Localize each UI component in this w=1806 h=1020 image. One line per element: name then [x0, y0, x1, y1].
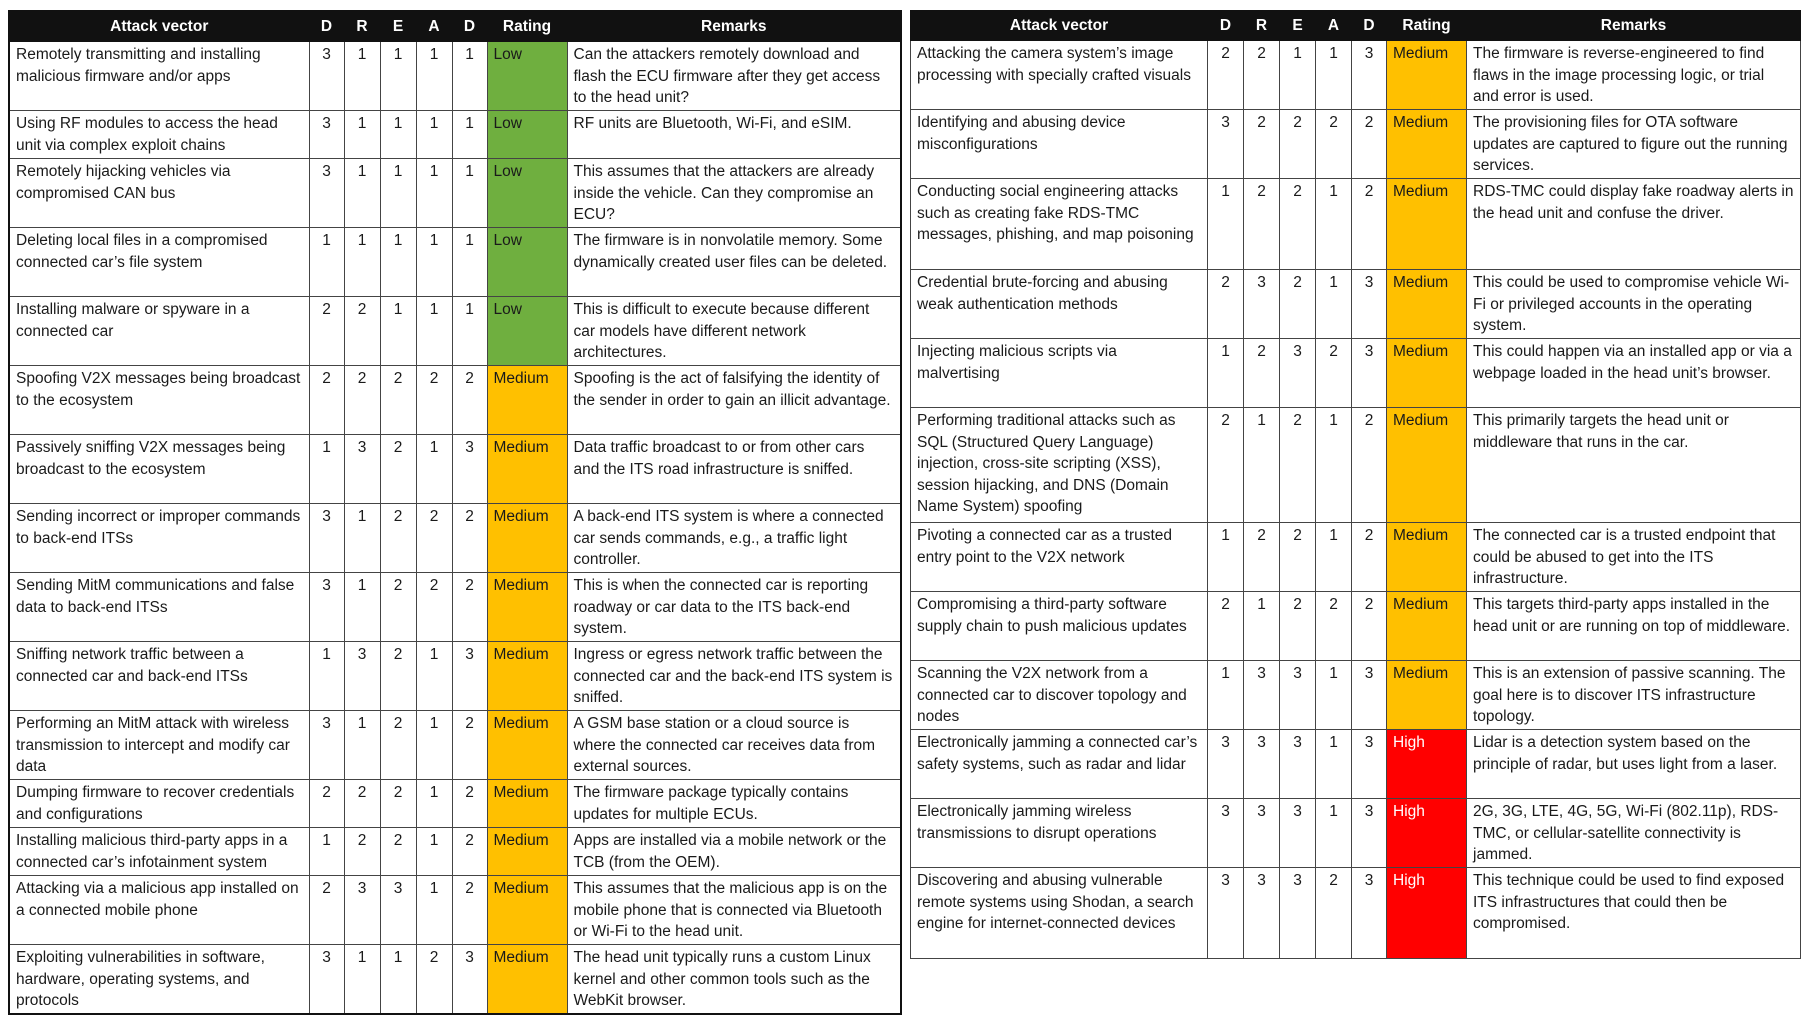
damage-score-cell: 3	[1208, 868, 1244, 959]
remarks-cell: Apps are installed via a mobile network or the TCB (from the OEM).	[567, 828, 901, 876]
discoverability-score-cell: 3	[452, 945, 487, 1014]
attack-vector-cell: Credential brute-forcing and abusing weak authentication methods	[911, 270, 1208, 339]
exploitability-score-cell: 3	[1280, 799, 1316, 868]
table-row	[9, 228, 901, 297]
rating-cell: Medium	[1387, 592, 1467, 661]
exploitability-score-cell: 2	[380, 780, 416, 828]
discoverability-score-cell: 2	[1352, 523, 1387, 592]
column-header-1: Attack vector	[9, 11, 309, 42]
damage-score-cell: 2	[1208, 592, 1244, 661]
discoverability-score-cell: 3	[452, 642, 487, 711]
table-row	[911, 339, 1801, 408]
affected-users-score-cell: 1	[416, 42, 452, 111]
discoverability-score-cell: 2	[452, 780, 487, 828]
header-row	[9, 11, 901, 42]
remarks-cell: This is when the connected car is reporting roadway or car data to the ITS back-end system.	[567, 573, 901, 642]
column-header-2: D	[309, 11, 344, 42]
column-header-6: D	[452, 11, 487, 42]
exploitability-score-cell: 2	[380, 642, 416, 711]
reproducibility-score-cell: 3	[1244, 661, 1280, 730]
damage-score-cell: 3	[309, 504, 344, 573]
rating-cell: Medium	[1387, 523, 1467, 592]
remarks-cell: 2G, 3G, LTE, 4G, 5G, Wi-Fi (802.11p), RDS-TMC, or cellular-satellite connectivity is jammed.	[1467, 799, 1801, 868]
affected-users-score-cell: 2	[416, 366, 452, 435]
damage-score-cell: 2	[1208, 408, 1244, 523]
remarks-cell: This is an extension of passive scanning. The goal here is to discover ITS infrastructure topology.	[1467, 661, 1801, 730]
exploitability-score-cell: 3	[1280, 661, 1316, 730]
damage-score-cell: 3	[309, 711, 344, 780]
remarks-cell: Can the attackers remotely download and flash the ECU firmware after they get access to the head unit?	[567, 42, 901, 111]
attack-vector-cell: Electronically jamming a connected car’s safety systems, such as radar and lidar	[911, 730, 1208, 799]
table-row	[9, 111, 901, 159]
rating-cell: High	[1387, 730, 1467, 799]
remarks-cell: RF units are Bluetooth, Wi-Fi, and eSIM.	[567, 111, 901, 159]
discoverability-score-cell: 3	[1352, 661, 1387, 730]
affected-users-score-cell: 2	[416, 504, 452, 573]
reproducibility-score-cell: 1	[344, 159, 380, 228]
table-row	[911, 661, 1801, 730]
remarks-cell: This assumes that the malicious app is on the mobile phone that is connected via Bluetooth or Wi-Fi to the head unit.	[567, 876, 901, 945]
rating-cell: Medium	[1387, 339, 1467, 408]
exploitability-score-cell: 1	[380, 159, 416, 228]
damage-score-cell: 1	[1208, 661, 1244, 730]
affected-users-score-cell: 1	[416, 159, 452, 228]
remarks-cell: This technique could be used to find exposed ITS infrastructures that could then be compromised.	[1467, 868, 1801, 959]
damage-score-cell: 3	[309, 573, 344, 642]
table-row	[911, 270, 1801, 339]
attack-vector-cell: Attacking the camera system’s image processing with specially crafted visuals	[911, 41, 1208, 110]
affected-users-score-cell: 1	[1316, 179, 1352, 270]
attack-vector-cell: Discovering and abusing vulnerable remote systems using Shodan, a search engine for internet-connected devices	[911, 868, 1208, 959]
remarks-cell: RDS-TMC could display fake roadway alerts in the head unit and confuse the driver.	[1467, 179, 1801, 270]
rating-cell: Medium	[487, 642, 567, 711]
attack-vector-cell: Installing malware or spyware in a connected car	[9, 297, 309, 366]
discoverability-score-cell: 1	[452, 297, 487, 366]
discoverability-score-cell: 2	[452, 573, 487, 642]
remarks-cell: This is difficult to execute because different car models have different network architectures.	[567, 297, 901, 366]
rating-cell: Medium	[1387, 408, 1467, 523]
column-header-1: Attack vector	[911, 11, 1208, 41]
discoverability-score-cell: 3	[1352, 730, 1387, 799]
affected-users-score-cell: 1	[1316, 799, 1352, 868]
discoverability-score-cell: 3	[1352, 799, 1387, 868]
exploitability-score-cell: 2	[1280, 270, 1316, 339]
exploitability-score-cell: 2	[1280, 110, 1316, 179]
attack-vector-cell: Sending MitM communications and false data to back-end ITSs	[9, 573, 309, 642]
affected-users-score-cell: 1	[416, 876, 452, 945]
reproducibility-score-cell: 1	[1244, 592, 1280, 661]
affected-users-score-cell: 1	[1316, 661, 1352, 730]
discoverability-score-cell: 1	[452, 228, 487, 297]
remarks-cell: A back-end ITS system is where a connected car sends commands, e.g., a traffic light controller.	[567, 504, 901, 573]
table-row	[9, 435, 901, 504]
exploitability-score-cell: 2	[380, 573, 416, 642]
exploitability-score-cell: 1	[380, 228, 416, 297]
table-row	[9, 876, 901, 945]
affected-users-score-cell: 1	[416, 828, 452, 876]
table-row	[911, 592, 1801, 661]
discoverability-score-cell: 2	[452, 711, 487, 780]
attack-vector-cell: Remotely transmitting and installing malicious firmware and/or apps	[9, 42, 309, 111]
attack-vector-cell: Sending incorrect or improper commands to back-end ITSs	[9, 504, 309, 573]
attack-vector-cell: Injecting malicious scripts via malvertising	[911, 339, 1208, 408]
attack-vector-cell: Conducting social engineering attacks such as creating fake RDS-TMC messages, phishing, and map poisoning	[911, 179, 1208, 270]
rating-cell: Low	[487, 111, 567, 159]
damage-score-cell: 2	[1208, 270, 1244, 339]
reproducibility-score-cell: 2	[1244, 41, 1280, 110]
reproducibility-score-cell: 1	[344, 504, 380, 573]
rating-cell: Medium	[1387, 661, 1467, 730]
affected-users-score-cell: 1	[1316, 523, 1352, 592]
column-header-3: R	[1244, 11, 1280, 41]
remarks-cell: The firmware is reverse-engineered to find flaws in the image processing logic, or trial and error is used.	[1467, 41, 1801, 110]
table-row	[9, 642, 901, 711]
table-row	[9, 366, 901, 435]
discoverability-score-cell: 3	[1352, 339, 1387, 408]
exploitability-score-cell: 2	[1280, 592, 1316, 661]
exploitability-score-cell: 3	[1280, 730, 1316, 799]
discoverability-score-cell: 2	[452, 504, 487, 573]
reproducibility-score-cell: 3	[1244, 270, 1280, 339]
exploitability-score-cell: 2	[380, 828, 416, 876]
rating-cell: Medium	[1387, 110, 1467, 179]
rating-cell: Medium	[1387, 270, 1467, 339]
discoverability-score-cell: 3	[452, 435, 487, 504]
exploitability-score-cell: 1	[380, 111, 416, 159]
attack-vector-cell: Compromising a third-party software supply chain to push malicious updates	[911, 592, 1208, 661]
affected-users-score-cell: 1	[1316, 408, 1352, 523]
damage-score-cell: 1	[1208, 179, 1244, 270]
exploitability-score-cell: 1	[380, 297, 416, 366]
table-row	[911, 408, 1801, 523]
affected-users-score-cell: 1	[416, 111, 452, 159]
damage-score-cell: 1	[1208, 523, 1244, 592]
attack-vector-cell: Installing malicious third-party apps in a connected car’s infotainment system	[9, 828, 309, 876]
affected-users-score-cell: 1	[416, 297, 452, 366]
damage-score-cell: 2	[309, 876, 344, 945]
damage-score-cell: 3	[309, 159, 344, 228]
table-row	[911, 730, 1801, 799]
table-row	[911, 799, 1801, 868]
reproducibility-score-cell: 2	[1244, 179, 1280, 270]
remarks-cell: Ingress or egress network traffic between the connected car and the back-end ITS system is sniffed.	[567, 642, 901, 711]
reproducibility-score-cell: 3	[1244, 730, 1280, 799]
attack-vector-cell: Scanning the V2X network from a connected car to discover topology and nodes	[911, 661, 1208, 730]
rating-cell: Low	[487, 159, 567, 228]
reproducibility-score-cell: 2	[344, 828, 380, 876]
affected-users-score-cell: 1	[416, 711, 452, 780]
reproducibility-score-cell: 1	[344, 945, 380, 1014]
affected-users-score-cell: 2	[1316, 868, 1352, 959]
attack-vector-cell: Using RF modules to access the head unit via complex exploit chains	[9, 111, 309, 159]
attack-vector-cell: Performing traditional attacks such as SQL (Structured Query Language) injection, cross-site scripting (XSS), session hijacking, and DNS (Domain Name System) spoofing	[911, 408, 1208, 523]
rating-cell: Medium	[487, 711, 567, 780]
damage-score-cell: 1	[309, 828, 344, 876]
table-row	[9, 573, 901, 642]
column-header-5: A	[416, 11, 452, 42]
column-header-2: D	[1208, 11, 1244, 41]
column-header-5: A	[1316, 11, 1352, 41]
affected-users-score-cell: 1	[1316, 41, 1352, 110]
table-row	[9, 297, 901, 366]
reproducibility-score-cell: 2	[344, 366, 380, 435]
discoverability-score-cell: 2	[1352, 110, 1387, 179]
damage-score-cell: 3	[1208, 799, 1244, 868]
discoverability-score-cell: 3	[1352, 868, 1387, 959]
reproducibility-score-cell: 1	[344, 573, 380, 642]
exploitability-score-cell: 2	[380, 366, 416, 435]
remarks-cell: This could happen via an installed app or via a webpage loaded in the head unit’s browser.	[1467, 339, 1801, 408]
exploitability-score-cell: 1	[380, 42, 416, 111]
remarks-cell: This targets third-party apps installed in the head unit or are running on top of middleware.	[1467, 592, 1801, 661]
attack-vector-cell: Exploiting vulnerabilities in software, hardware, operating systems, and protocols	[9, 945, 309, 1014]
attack-vector-cell: Remotely hijacking vehicles via compromised CAN bus	[9, 159, 309, 228]
table-row	[9, 42, 901, 111]
exploitability-score-cell: 1	[380, 945, 416, 1014]
exploitability-score-cell: 1	[1280, 41, 1316, 110]
attack-vector-cell: Electronically jamming wireless transmissions to disrupt operations	[911, 799, 1208, 868]
column-header-4: E	[1280, 11, 1316, 41]
column-header-8: Remarks	[567, 11, 901, 42]
table-row	[911, 868, 1801, 959]
header-row	[911, 11, 1801, 41]
discoverability-score-cell: 2	[1352, 592, 1387, 661]
rating-cell: Medium	[487, 573, 567, 642]
remarks-cell: Data traffic broadcast to or from other cars and the ITS road infrastructure is sniffed.	[567, 435, 901, 504]
rating-cell: Medium	[487, 504, 567, 573]
remarks-cell: The firmware package typically contains updates for multiple ECUs.	[567, 780, 901, 828]
remarks-cell: This could be used to compromise vehicle Wi-Fi or privileged accounts in the operating system.	[1467, 270, 1801, 339]
reproducibility-score-cell: 3	[344, 876, 380, 945]
attack-vector-cell: Identifying and abusing device misconfigurations	[911, 110, 1208, 179]
rating-cell: Medium	[487, 876, 567, 945]
exploitability-score-cell: 2	[380, 504, 416, 573]
table-row	[9, 711, 901, 780]
attack-vector-cell: Sniffing network traffic between a connected car and back-end ITSs	[9, 642, 309, 711]
damage-score-cell: 3	[1208, 110, 1244, 179]
exploitability-score-cell: 2	[1280, 179, 1316, 270]
rating-cell: Medium	[487, 780, 567, 828]
rating-cell: Medium	[1387, 41, 1467, 110]
exploitability-score-cell: 2	[380, 711, 416, 780]
reproducibility-score-cell: 1	[344, 228, 380, 297]
dread-table-right	[910, 10, 1801, 959]
exploitability-score-cell: 3	[380, 876, 416, 945]
column-header-8: Remarks	[1467, 11, 1801, 41]
rating-cell: Medium	[487, 366, 567, 435]
remarks-cell: The provisioning files for OTA software updates are captured to figure out the running services.	[1467, 110, 1801, 179]
column-header-3: R	[344, 11, 380, 42]
dread-table-left	[8, 10, 902, 1015]
discoverability-score-cell: 3	[1352, 41, 1387, 110]
discoverability-score-cell: 1	[452, 111, 487, 159]
exploitability-score-cell: 3	[1280, 339, 1316, 408]
damage-score-cell: 3	[1208, 730, 1244, 799]
discoverability-score-cell: 2	[452, 876, 487, 945]
table-row	[9, 945, 901, 1014]
damage-score-cell: 3	[309, 945, 344, 1014]
discoverability-score-cell: 2	[1352, 179, 1387, 270]
rating-cell: High	[1387, 868, 1467, 959]
remarks-cell: Spoofing is the act of falsifying the identity of the sender in order to gain an illicit advantage.	[567, 366, 901, 435]
attack-vector-cell: Attacking via a malicious app installed on a connected mobile phone	[9, 876, 309, 945]
damage-score-cell: 3	[309, 111, 344, 159]
affected-users-score-cell: 1	[1316, 730, 1352, 799]
table-body-right	[911, 41, 1801, 959]
table-row	[911, 179, 1801, 270]
exploitability-score-cell: 2	[1280, 523, 1316, 592]
affected-users-score-cell: 2	[416, 945, 452, 1014]
table-row	[911, 41, 1801, 110]
attack-vector-cell: Spoofing V2X messages being broadcast to the ecosystem	[9, 366, 309, 435]
affected-users-score-cell: 1	[416, 642, 452, 711]
reproducibility-score-cell: 2	[1244, 110, 1280, 179]
remarks-cell: This assumes that the attackers are already inside the vehicle. Can they compromise an ECU?	[567, 159, 901, 228]
remarks-cell: The connected car is a trusted endpoint that could be abused to get into the ITS infrastructure.	[1467, 523, 1801, 592]
rating-cell: High	[1387, 799, 1467, 868]
rating-cell: Low	[487, 42, 567, 111]
rating-cell: Low	[487, 228, 567, 297]
attack-vector-cell: Performing an MitM attack with wireless transmission to intercept and modify car data	[9, 711, 309, 780]
rating-cell: Low	[487, 297, 567, 366]
affected-users-score-cell: 1	[416, 228, 452, 297]
table-row	[9, 504, 901, 573]
discoverability-score-cell: 1	[452, 42, 487, 111]
column-header-7: Rating	[1387, 11, 1467, 41]
reproducibility-score-cell: 3	[1244, 799, 1280, 868]
remarks-cell: This primarily targets the head unit or middleware that runs in the car.	[1467, 408, 1801, 523]
rating-cell: Medium	[487, 828, 567, 876]
attack-vector-cell: Dumping firmware to recover credentials and configurations	[9, 780, 309, 828]
table-row	[9, 159, 901, 228]
damage-score-cell: 1	[1208, 339, 1244, 408]
remarks-cell: The firmware is in nonvolatile memory. Some dynamically created user files can be deleted.	[567, 228, 901, 297]
affected-users-score-cell: 2	[1316, 339, 1352, 408]
damage-score-cell: 1	[309, 642, 344, 711]
damage-score-cell: 2	[1208, 41, 1244, 110]
affected-users-score-cell: 2	[416, 573, 452, 642]
column-header-7: Rating	[487, 11, 567, 42]
discoverability-score-cell: 2	[452, 828, 487, 876]
discoverability-score-cell: 2	[1352, 408, 1387, 523]
damage-score-cell: 2	[309, 780, 344, 828]
affected-users-score-cell: 1	[1316, 270, 1352, 339]
affected-users-score-cell: 1	[416, 780, 452, 828]
damage-score-cell: 3	[309, 42, 344, 111]
exploitability-score-cell: 3	[1280, 868, 1316, 959]
column-header-6: D	[1352, 11, 1387, 41]
damage-score-cell: 1	[309, 435, 344, 504]
reproducibility-score-cell: 1	[344, 711, 380, 780]
reproducibility-score-cell: 1	[344, 42, 380, 111]
attack-vector-cell: Pivoting a connected car as a trusted entry point to the V2X network	[911, 523, 1208, 592]
attack-vector-cell: Passively sniffing V2X messages being broadcast to the ecosystem	[9, 435, 309, 504]
reproducibility-score-cell: 2	[1244, 523, 1280, 592]
discoverability-score-cell: 3	[1352, 270, 1387, 339]
reproducibility-score-cell: 2	[344, 780, 380, 828]
discoverability-score-cell: 2	[452, 366, 487, 435]
table-row	[9, 828, 901, 876]
exploitability-score-cell: 2	[380, 435, 416, 504]
reproducibility-score-cell: 3	[344, 435, 380, 504]
attack-vector-cell: Deleting local files in a compromised connected car’s file system	[9, 228, 309, 297]
reproducibility-score-cell: 3	[1244, 868, 1280, 959]
column-header-4: E	[380, 11, 416, 42]
reproducibility-score-cell: 1	[1244, 408, 1280, 523]
table-row	[911, 110, 1801, 179]
reproducibility-score-cell: 3	[344, 642, 380, 711]
remarks-cell: The head unit typically runs a custom Linux kernel and other common tools such as the WebKit browser.	[567, 945, 901, 1014]
affected-users-score-cell: 2	[1316, 110, 1352, 179]
affected-users-score-cell: 2	[1316, 592, 1352, 661]
damage-score-cell: 1	[309, 228, 344, 297]
damage-score-cell: 2	[309, 366, 344, 435]
discoverability-score-cell: 1	[452, 159, 487, 228]
table-body-left	[9, 42, 901, 1014]
remarks-cell: Lidar is a detection system based on the principle of radar, but uses light from a laser.	[1467, 730, 1801, 799]
rating-cell: Medium	[487, 945, 567, 1014]
remarks-cell: A GSM base station or a cloud source is where the connected car receives data from external sources.	[567, 711, 901, 780]
rating-cell: Medium	[1387, 179, 1467, 270]
table-row	[9, 780, 901, 828]
affected-users-score-cell: 1	[416, 435, 452, 504]
rating-cell: Medium	[487, 435, 567, 504]
damage-score-cell: 2	[309, 297, 344, 366]
exploitability-score-cell: 2	[1280, 408, 1316, 523]
reproducibility-score-cell: 2	[1244, 339, 1280, 408]
table-row	[911, 523, 1801, 592]
reproducibility-score-cell: 1	[344, 111, 380, 159]
reproducibility-score-cell: 2	[344, 297, 380, 366]
